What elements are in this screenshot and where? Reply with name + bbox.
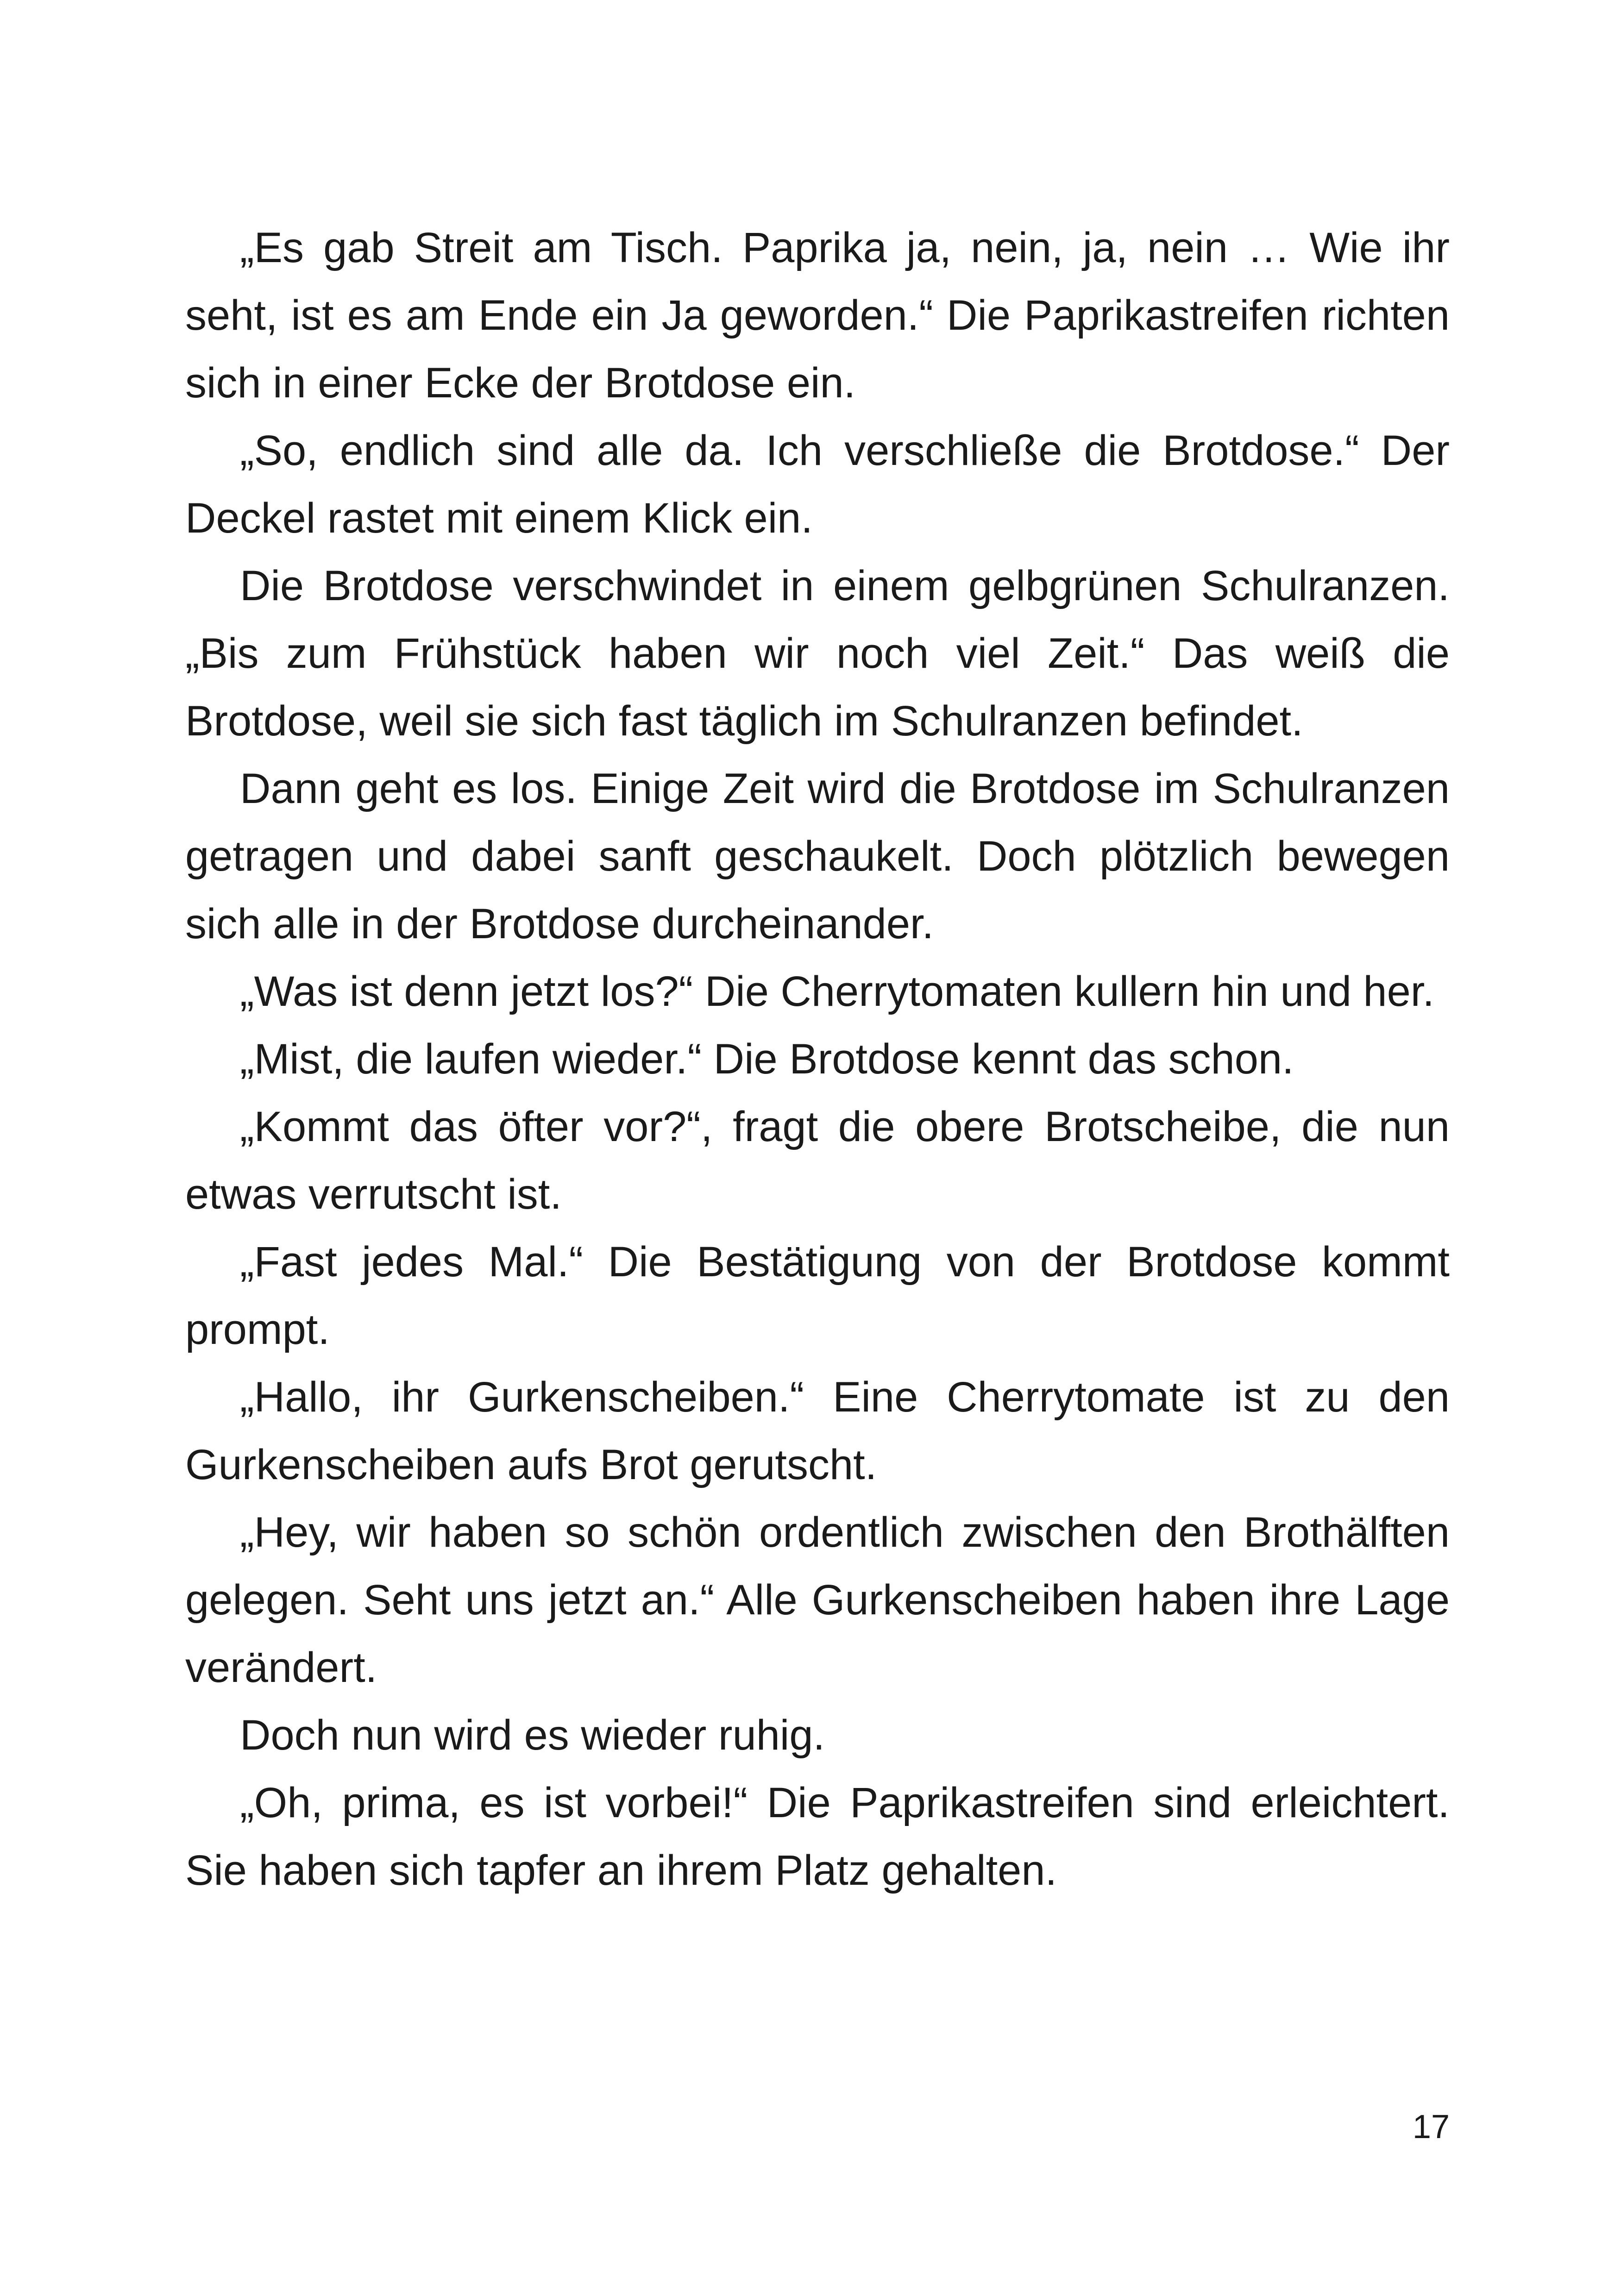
paragraph: „Oh, prima, es ist vorbei!“ Die Paprikastreifen sind erleichtert. Sie haben sich tapfer an ihrem Platz gehalten. (185, 1779, 1450, 1894)
paragraph: „Hey, wir haben so schön ordentlich zwischen den Brothälften gelegen. Seht uns jetzt an.“ Alle Gurkenscheiben haben ihre Lage verändert. (185, 1509, 1450, 1691)
paragraph: „So, endlich sind alle da. Ich verschließe die Brotdose.“ Der Deckel rastet mit einem Klick ein. (185, 427, 1450, 542)
body-text (185, 214, 1450, 1904)
paragraph: „Mist, die laufen wieder.“ Die Brotdose kennt das schon. (240, 1035, 1294, 1083)
paragraph: Doch nun wird es wieder ruhig. (240, 1712, 825, 1759)
paragraph: „Fast jedes Mal.“ Die Bestätigung von der Brotdose kommt prompt. (185, 1238, 1450, 1353)
paragraph: Die Brotdose verschwindet in einem gelbgrünen Schulranzen. „Bis zum Frühstück haben wir noch viel Zeit.“ Das weiß die Brotdose, weil sie sich fast täglich im Schulranzen befindet. (185, 562, 1450, 745)
page-number: 17 (1412, 2108, 1450, 2145)
paragraph: „Es gab Streit am Tisch. Paprika ja, nein, ja, nein … Wie ihr seht, ist es am Ende ein Ja geworden.“ Die Paprikastreifen richten sich in einer Ecke der Brotdose ein. (185, 224, 1450, 407)
paragraph: „Hallo, ihr Gurkenscheiben.“ Eine Cherrytomate ist zu den Gurkenscheiben aufs Brot gerutscht. (185, 1374, 1450, 1488)
paragraph: Dann geht es los. Einige Zeit wird die Brotdose im Schulranzen getragen und dabei sanft geschaukelt. Doch plötzlich bewegen sich alle in der Brotdose durcheinander. (185, 765, 1450, 947)
paragraph: „Was ist denn jetzt los?“ Die Cherrytomaten kullern hin und her. (240, 968, 1434, 1015)
paragraph: „Kommt das öfter vor?“, fragt die obere Brotscheibe, die nun etwas verrutscht ist. (185, 1103, 1450, 1218)
